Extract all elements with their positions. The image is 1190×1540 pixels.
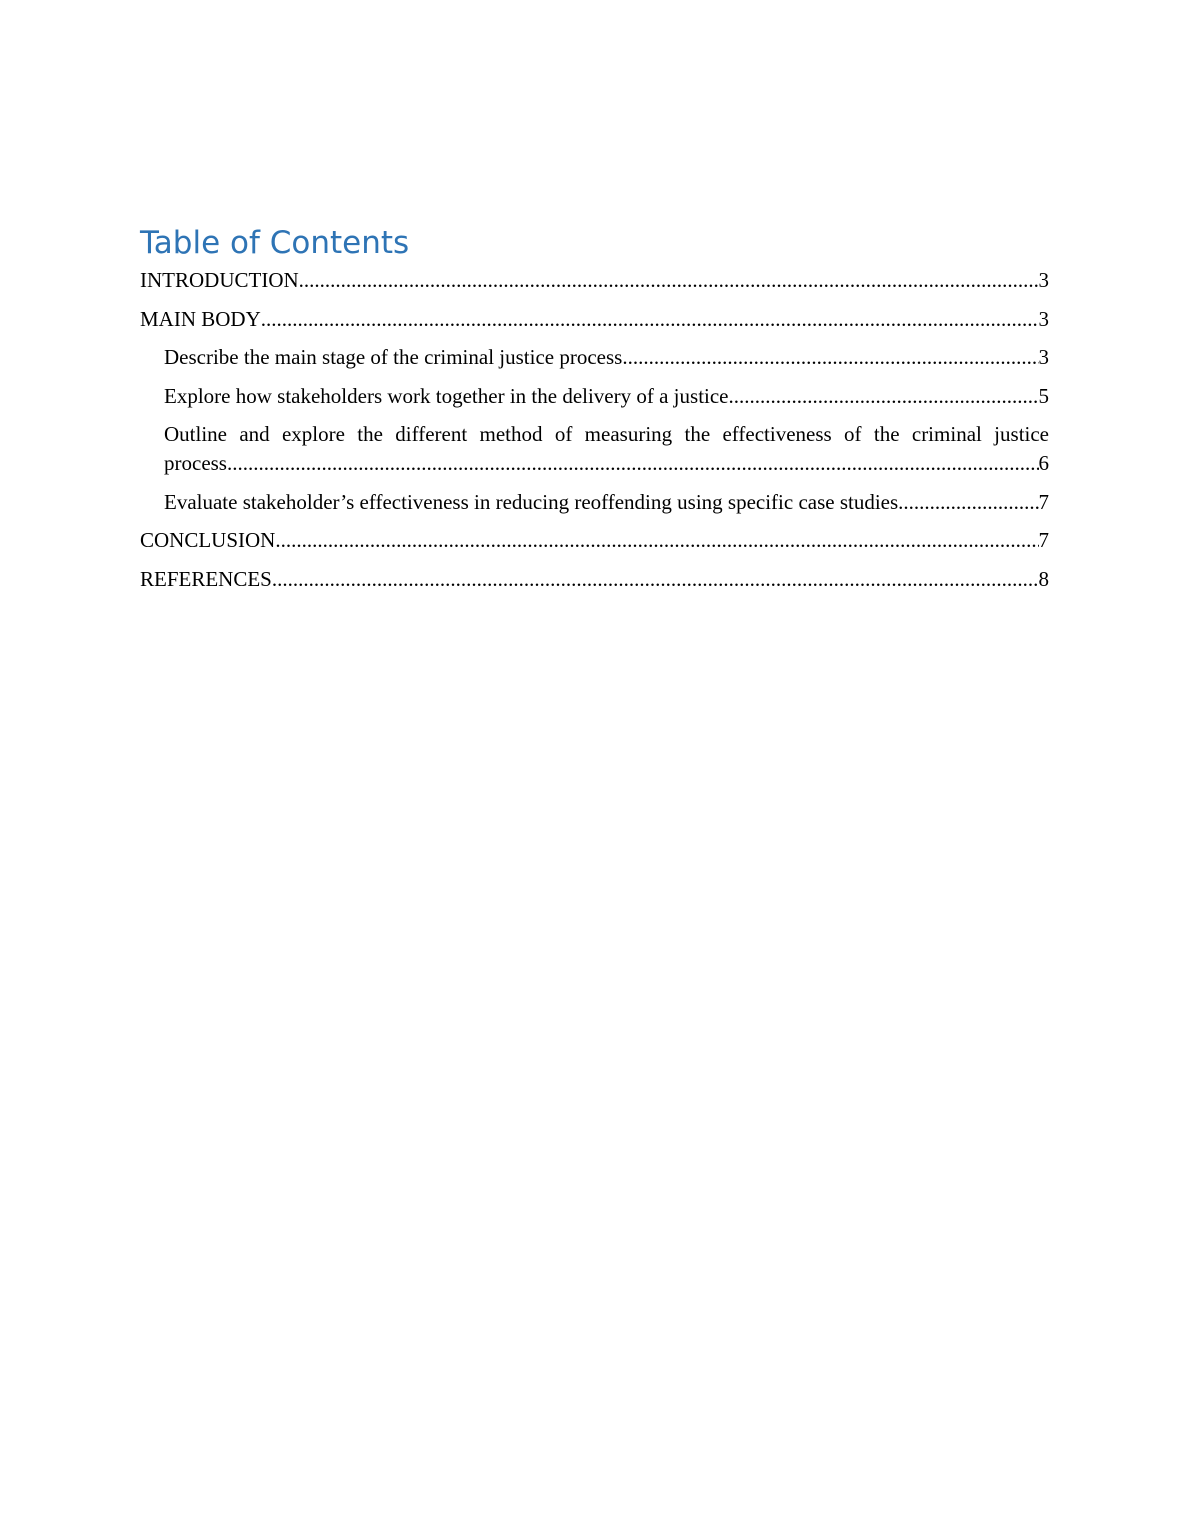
toc-dot-leader: [227, 449, 1039, 478]
toc-entry-label: MAIN BODY: [140, 306, 261, 331]
toc-dot-leader: [898, 488, 1038, 517]
toc-dot-leader: [275, 526, 1038, 555]
toc-page-number: 3: [1038, 268, 1049, 292]
toc-entry-label: REFERENCES: [140, 566, 272, 591]
toc-entry-evaluate-stakeholder[interactable]: [140, 488, 1049, 517]
toc-page-number: 7: [1038, 489, 1049, 514]
toc-entry-label-line1: Outline and explore the different method of measuring the effectiveness of the criminal justice: [164, 422, 1049, 446]
toc-entry-label: Explore how stakeholders work together in the delivery of a justice: [164, 383, 729, 408]
toc-entry-references[interactable]: [140, 565, 1049, 594]
toc-entry-main-body[interactable]: [140, 305, 1049, 334]
toc-page-number: 3: [1038, 306, 1049, 331]
toc-page-number: 7: [1038, 528, 1049, 552]
table-of-contents: [140, 222, 1049, 603]
toc-dot-leader: [272, 565, 1039, 594]
toc-entry-label: INTRODUCTION: [140, 268, 299, 292]
toc-dot-leader: [729, 382, 1039, 411]
toc-entry-describe-main-stage[interactable]: [140, 343, 1049, 372]
toc-entry-label: Evaluate stakeholder’s effectiveness in reducing reoffending using specific case studies: [164, 489, 899, 514]
toc-entry-introduction[interactable]: [140, 266, 1049, 295]
toc-entry-label: CONCLUSION: [140, 528, 276, 552]
toc-entry-conclusion[interactable]: [140, 526, 1049, 555]
toc-title: Table of Contents: [140, 225, 410, 261]
toc-page-number: 6: [1038, 451, 1049, 475]
toc-page-number: 8: [1038, 566, 1049, 591]
toc-dot-leader: [299, 266, 1039, 295]
toc-entry-outline-measuring-effectiveness[interactable]: [140, 420, 1049, 478]
toc-entry-label: Describe the main stage of the criminal justice process: [164, 345, 623, 369]
toc-page-number: 5: [1038, 383, 1049, 408]
toc-entry-explore-stakeholders[interactable]: [140, 382, 1049, 411]
toc-dot-leader: [261, 305, 1039, 334]
toc-dot-leader: [622, 343, 1038, 372]
toc-entry-label-line2: process: [164, 451, 227, 475]
toc-page-number: 3: [1038, 345, 1049, 369]
